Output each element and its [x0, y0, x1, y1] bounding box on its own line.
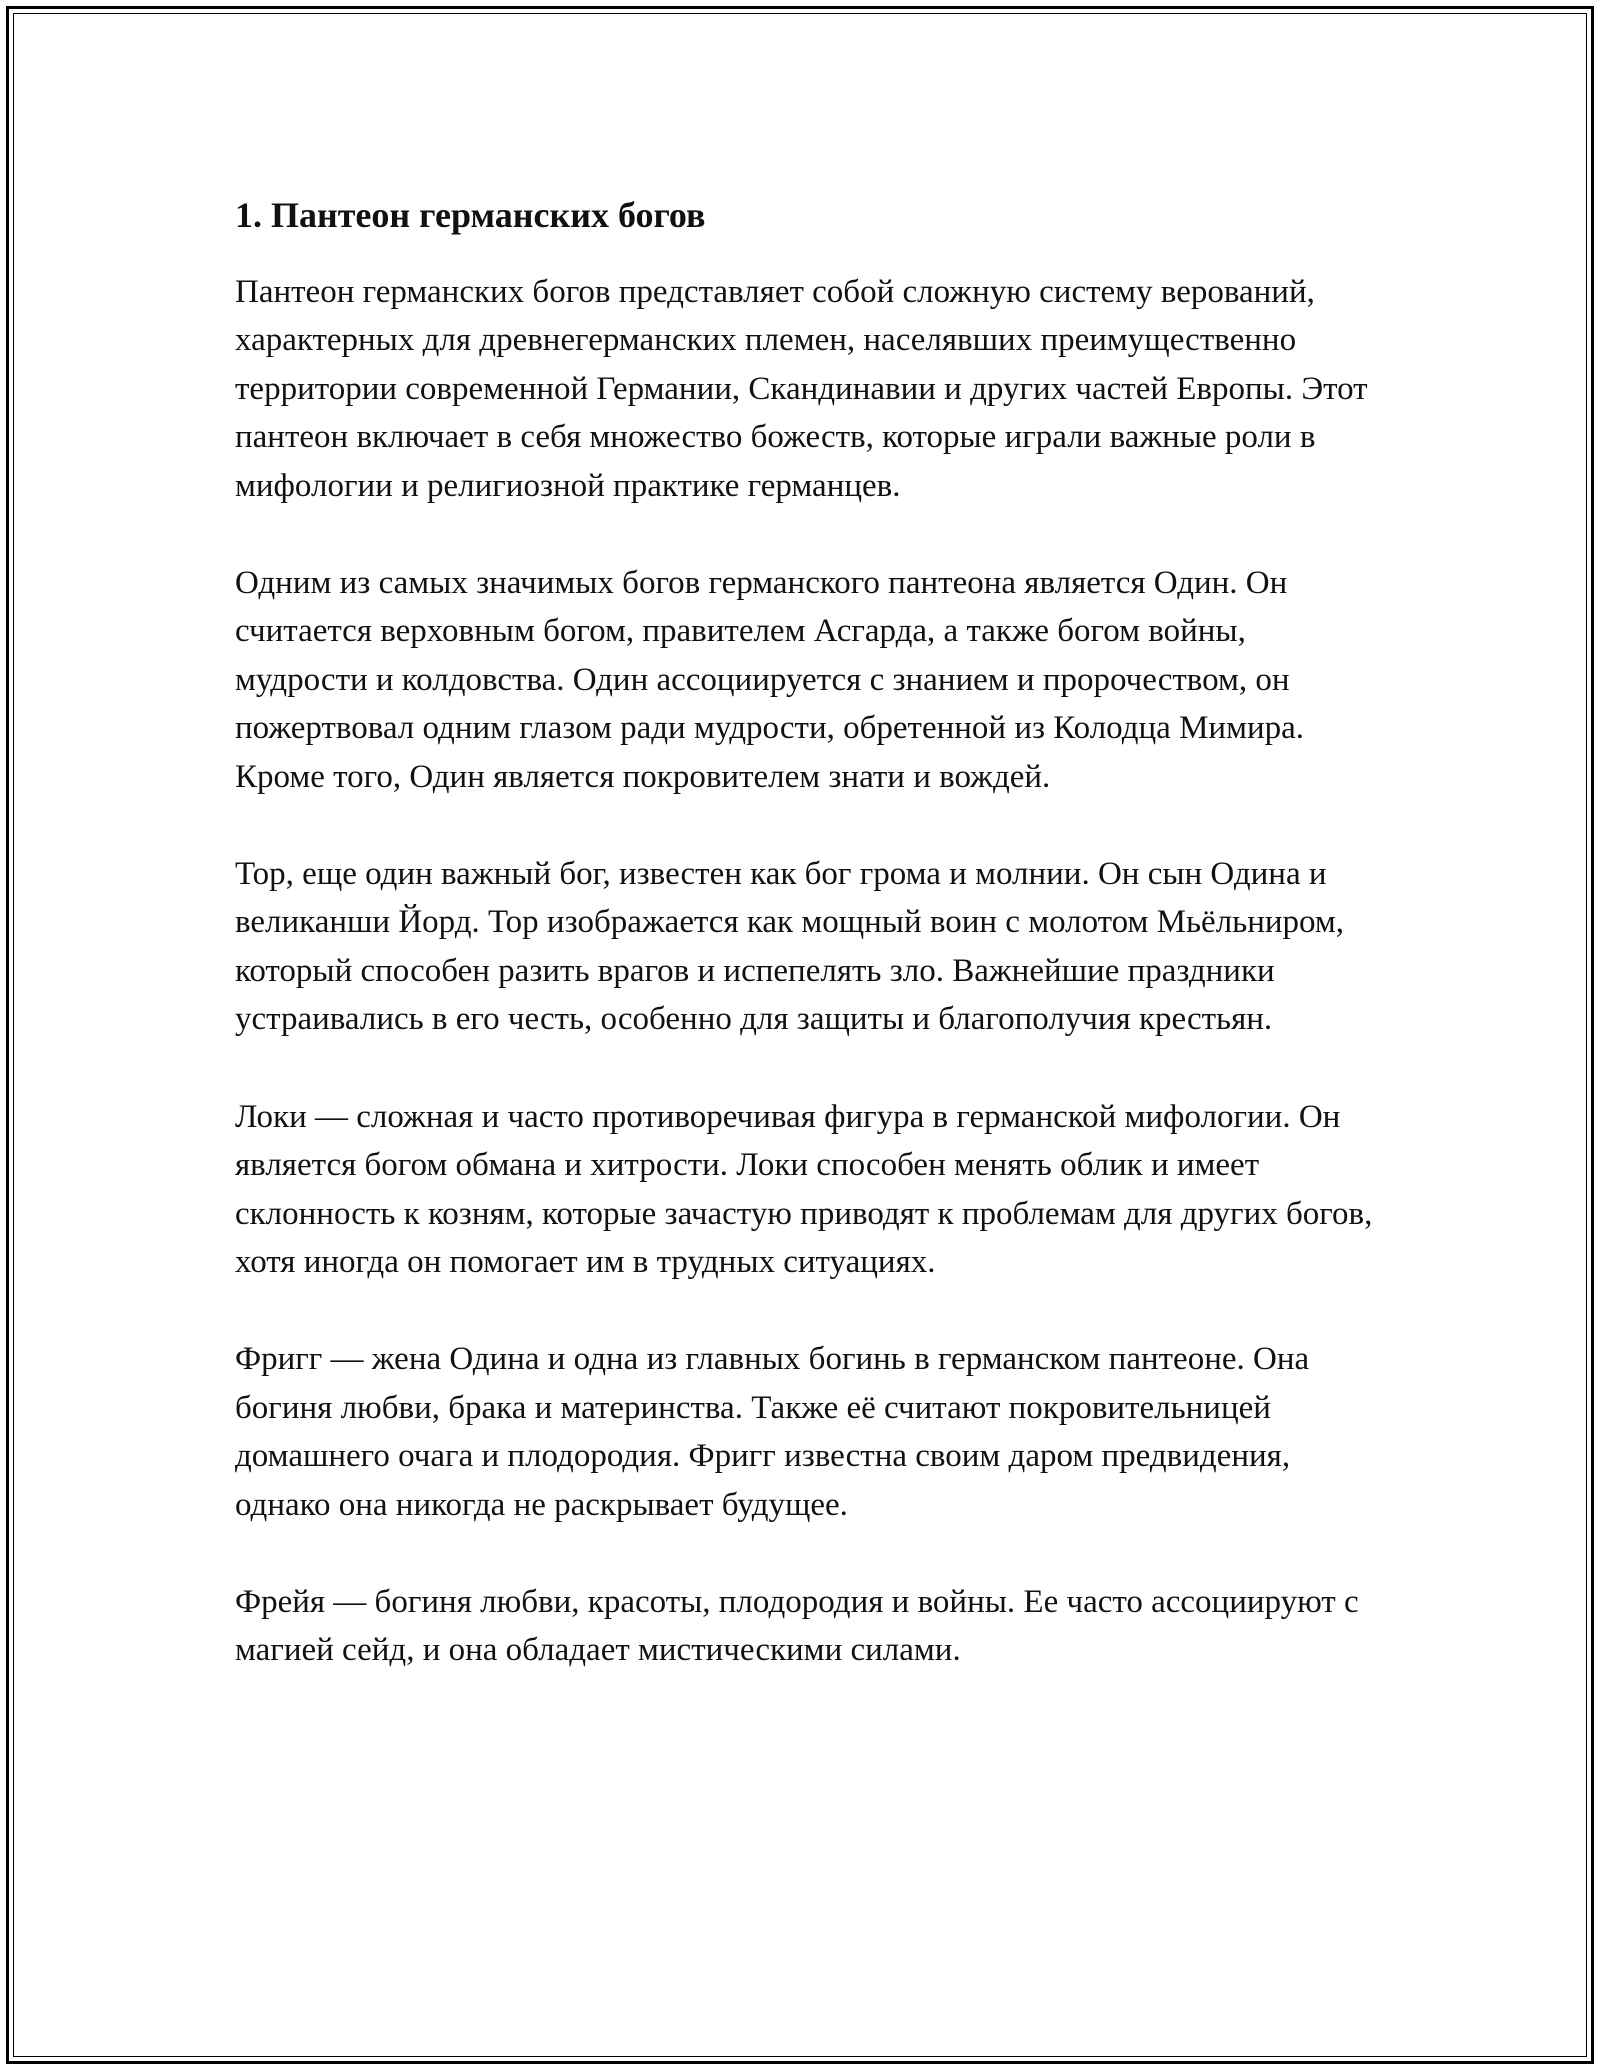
section-heading: 1. Пантеон германских богов: [235, 195, 706, 235]
paragraph-loki: Локи — сложная и часто противоречивая фигура в германской мифологии. Он является богом обмана и хитрости. Локи способен менять облик и имеет склонность к козням, которые зачастую приводят к проблемам для других богов, хотя иногда он помогает им в трудных ситуациях.: [235, 1098, 1373, 1280]
document-body: [235, 188, 1385, 1675]
paragraph-frigg: Фригг — жена Одина и одна из главных богинь в германском пантеоне. Она богиня любви, брака и материнства. Также её считают покровительницей домашнего очага и плодородия. Фригг известна своим даром предвидения, однако она никогда не раскрывает будущее.: [235, 1341, 1310, 1523]
paragraph-odin: Одним из самых значимых богов германского пантеона является Один. Он считается верховным богом, правителем Асгарда, а также богом войны, мудрости и колдовства. Один ассоциируется с знанием и пророчеством, он пожертвовал одним глазом ради мудрости, обретенной из Колодца Мимира. Кроме того, Один является покровителем знати и вождей.: [235, 565, 1305, 795]
paragraph-freya: Фрейя — богиня любви, красоты, плодородия и войны. Ее часто ассоциируют с магией сейд, и она обладает мистическими силами.: [235, 1583, 1359, 1669]
paragraph-thor: Тор, еще один важный бог, известен как бог грома и молнии. Он сын Одина и великанши Йорд. Тор изображается как мощный воин с молотом Мьёльниром, который способен разить врагов и испепелять зло. Важнейшие праздники устраивались в его честь, особенно для защиты и благополучия крестьян.: [235, 856, 1345, 1038]
paragraph-pantheon-intro: Пантеон германских богов представляет собой сложную систему верований, характерных для древнегерманских племен, населявших преимущественно территории современной Германии, Скандинавии и других частей Европы. Этот пантеон включает в себя множество божеств, которые играли важные роли в мифологии и религиозной практике германцев.: [235, 274, 1368, 504]
